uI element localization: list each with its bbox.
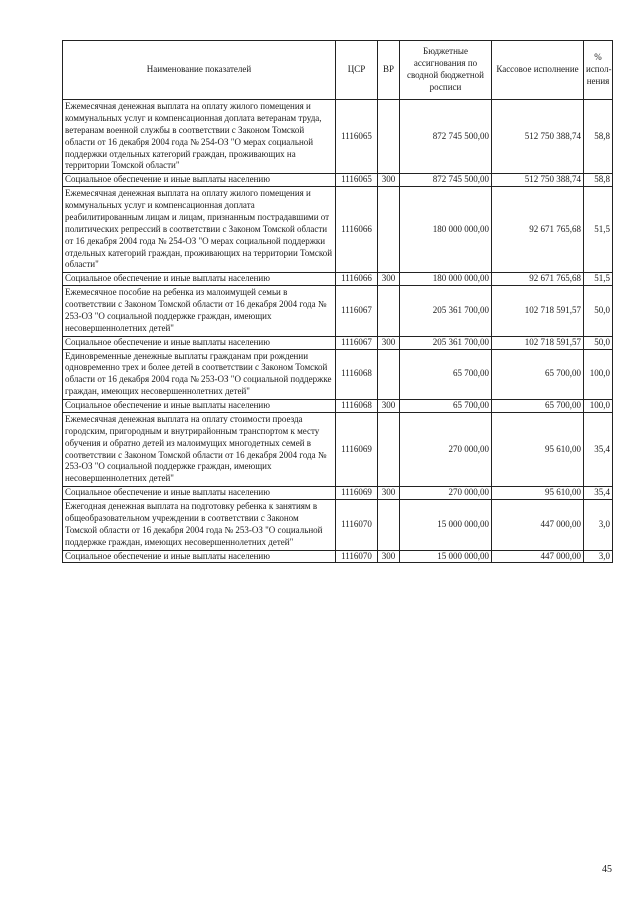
row-cash: 65 700,00 (492, 400, 584, 413)
row-vr (378, 100, 400, 174)
row-assignment: 15 000 000,00 (400, 550, 492, 563)
budget-execution-table (62, 40, 613, 563)
row-assignment: 872 745 500,00 (400, 100, 492, 174)
row-vr: 300 (378, 550, 400, 563)
row-vr (378, 349, 400, 400)
row-csr: 1116068 (336, 400, 378, 413)
row-percent: 50,0 (584, 336, 613, 349)
table-row (63, 500, 613, 551)
row-csr: 1116067 (336, 336, 378, 349)
table-row (63, 336, 613, 349)
row-csr: 1116069 (336, 487, 378, 500)
table-header-row (63, 41, 613, 100)
row-name: Социальное обеспечение и иные выплаты населению (63, 550, 336, 563)
row-name: Социальное обеспечение и иные выплаты населению (63, 336, 336, 349)
row-name: Ежегодная денежная выплата на подготовку ребенка к занятиям в общеобразовательном учреждении в соответствии с Законом Томской области от 16 декабря 2004 года № 253-ОЗ "О социальной поддержке граждан, имеющих несовершеннолетних детей" (63, 500, 336, 551)
row-cash: 95 610,00 (492, 487, 584, 500)
row-csr: 1116065 (336, 100, 378, 174)
row-percent: 100,0 (584, 400, 613, 413)
row-cash: 512 750 388,74 (492, 100, 584, 174)
row-cash: 65 700,00 (492, 349, 584, 400)
table-row (63, 550, 613, 563)
header-execution-percent: % испол-нения (584, 41, 613, 100)
table-row (63, 100, 613, 174)
row-name: Ежемесячная денежная выплата на оплату жилого помещения и коммунальных услуг и компенсационная доплата ветеранам труда, ветеранам военной службы в соответствии с Законом Томской области от 16 декабря 2004 года № 254-ОЗ "О мерах социальной поддержки отдельных категорий граждан, проживающих на территории Томской области" (63, 100, 336, 174)
row-name: Социальное обеспечение и иные выплаты населению (63, 487, 336, 500)
row-name: Социальное обеспечение и иные выплаты населению (63, 174, 336, 187)
row-assignment: 205 361 700,00 (400, 336, 492, 349)
row-name: Ежемесячное пособие на ребенка из малоимущей семьи в соответствии с Законом Томской области от 16 декабря 2004 года № 253-ОЗ "О социальной поддержке граждан, имеющих несовершеннолетних детей" (63, 286, 336, 337)
row-percent: 35,4 (584, 487, 613, 500)
row-csr: 1116066 (336, 273, 378, 286)
row-cash: 95 610,00 (492, 412, 584, 486)
row-assignment: 65 700,00 (400, 400, 492, 413)
header-csr: ЦСР (336, 41, 378, 100)
row-vr: 300 (378, 400, 400, 413)
row-vr: 300 (378, 273, 400, 286)
row-percent: 50,0 (584, 286, 613, 337)
row-assignment: 65 700,00 (400, 349, 492, 400)
header-vr: ВР (378, 41, 400, 100)
table-row (63, 487, 613, 500)
header-name: Наименование показателей (63, 41, 336, 100)
row-percent: 58,8 (584, 174, 613, 187)
row-assignment: 180 000 000,00 (400, 273, 492, 286)
row-assignment: 180 000 000,00 (400, 187, 492, 273)
row-assignment: 270 000,00 (400, 487, 492, 500)
row-name: Социальное обеспечение и иные выплаты населению (63, 273, 336, 286)
row-name: Ежемесячная денежная выплата на оплату жилого помещения и коммунальных услуг и компенсационная доплата реабилитированным лицам и лицам, признанным пострадавшими от политических репрессий в соответствии с Законом Томской области от 16 декабря 2004 года № 254-ОЗ "О мерах социальной поддержки отдельных категорий граждан, проживающих на территории Томской области" (63, 187, 336, 273)
header-budget-assignments: Бюджетные ассигнования по сводной бюджетной росписи (400, 41, 492, 100)
row-name: Ежемесячная денежная выплата на оплату стоимости проезда городским, пригородным и внутрирайонным транспортом к месту обучения и обратно детей из малоимущих многодетных семей в соответствии с Законом Томской области от 16 декабря 2004 года № 253-ОЗ "О социальной поддержке граждан, имеющих несовершеннолетних детей" (63, 412, 336, 486)
row-csr: 1116070 (336, 550, 378, 563)
row-cash: 92 671 765,68 (492, 273, 584, 286)
row-csr: 1116066 (336, 187, 378, 273)
row-percent: 51,5 (584, 187, 613, 273)
row-csr: 1116065 (336, 174, 378, 187)
row-assignment: 270 000,00 (400, 412, 492, 486)
table-row (63, 349, 613, 400)
row-percent: 51,5 (584, 273, 613, 286)
table-row (63, 273, 613, 286)
row-vr (378, 187, 400, 273)
row-vr: 300 (378, 487, 400, 500)
table-row (63, 174, 613, 187)
page-number: 45 (602, 864, 612, 875)
table-row (63, 400, 613, 413)
row-percent: 3,0 (584, 550, 613, 563)
row-vr (378, 412, 400, 486)
row-cash: 92 671 765,68 (492, 187, 584, 273)
row-cash: 447 000,00 (492, 550, 584, 563)
row-assignment: 872 745 500,00 (400, 174, 492, 187)
row-csr: 1116067 (336, 286, 378, 337)
table-row (63, 286, 613, 337)
header-cash-execution: Кассовое исполнение (492, 41, 584, 100)
row-vr (378, 500, 400, 551)
row-name: Единовременные денежные выплаты гражданам при рождении одновременно трех и более детей в соответствии с Законом Томской области от 16 декабря 2004 года № 253-ОЗ "О социальной поддержке граждан, имеющих несовершеннолетних детей" (63, 349, 336, 400)
row-cash: 102 718 591,57 (492, 286, 584, 337)
row-vr (378, 286, 400, 337)
row-csr: 1116070 (336, 500, 378, 551)
row-csr: 1116069 (336, 412, 378, 486)
row-vr: 300 (378, 336, 400, 349)
row-percent: 35,4 (584, 412, 613, 486)
row-assignment: 15 000 000,00 (400, 500, 492, 551)
row-cash: 512 750 388,74 (492, 174, 584, 187)
row-percent: 100,0 (584, 349, 613, 400)
row-name: Социальное обеспечение и иные выплаты населению (63, 400, 336, 413)
row-percent: 58,8 (584, 100, 613, 174)
row-csr: 1116068 (336, 349, 378, 400)
row-vr: 300 (378, 174, 400, 187)
row-assignment: 205 361 700,00 (400, 286, 492, 337)
row-cash: 102 718 591,57 (492, 336, 584, 349)
table-row (63, 187, 613, 273)
table-row (63, 412, 613, 486)
row-percent: 3,0 (584, 500, 613, 551)
row-cash: 447 000,00 (492, 500, 584, 551)
